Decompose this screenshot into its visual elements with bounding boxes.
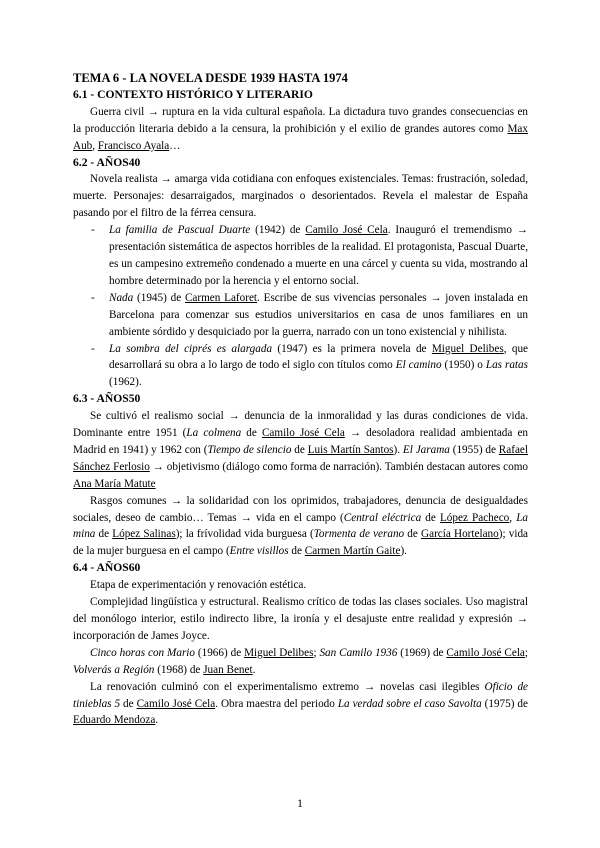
author-link: Camilo José Cela <box>446 646 525 659</box>
book-title: La mina <box>73 511 529 541</box>
paragraph-50s-realism: Se cultivó el realismo social → denuncia de la inmoralidad y las duras condiciones de vida. Dominante entre 1951 (La colmena de Camilo José Cela → desoladora realidad ambientada en Madrid en 1941) y 1962 con (Tiempo de silencio de Luis Martín Santos). El Jarama (1955) de Rafael Sánchez Ferlosio → objetivismo (diálogo como forma de narración). También destacan autores como Ana María Matute <box>73 410 529 490</box>
author-link: López Salinas <box>112 528 176 541</box>
author-link: Camilo José Cela <box>136 697 216 710</box>
book-title: Central eléctrica <box>343 511 422 524</box>
author-link: Francisco Ayala <box>97 139 170 152</box>
paragraph-60s-complexity: Complejidad lingüística y estructural. Realismo crítico de todas las clases sociales. Uso magistral del monólogo interior, estilo indirecto libre, la ironía y el desajuste entre realidad y expresión → incorporación de James Joyce. <box>73 596 528 642</box>
author-link: Camilo José Cela <box>305 224 388 237</box>
author-link: Carmen Laforet <box>184 291 258 304</box>
list-item: - La sombra del ciprés es alargada (1947) es la primera novela de Miguel Delibes, que desarrollará su obra a lo largo de todo el siglo con títulos como El camino (1950) o Las ratas (1962). <box>91 342 528 389</box>
author-link: Juan Benet <box>203 663 253 676</box>
list-item: - La familia de Pascual Duarte (1942) de Camilo José Cela. Inauguró el tremendismo → presentación sistemática de aspectos horribles de la realidad. El protagonista, Pascual Duarte, es un campesino extremeño condenado a muerte en una cárcel y cuenta su vida, mostrando al hombre determinado por la herencia y el entorno social. <box>91 224 528 287</box>
document-page <box>73 70 528 729</box>
author-link: Carmen Martín Gaite <box>304 545 401 558</box>
novel-list-40s <box>73 222 528 391</box>
book-title: Entre visillos <box>229 545 289 558</box>
paragraph-60s-works: Cinco horas con Mario (1966) de Miguel Delibes; San Camilo 1936 (1969) de Camilo José Cela; Volverás a Región (1968) de Juan Benet. <box>73 646 529 676</box>
paragraph-60s-experimentalism: La renovación culminó con el experimentalismo extremo → novelas casi ilegibles Oficio de tinieblas 5 de Camilo José Cela. Obra maestra del periodo La verdad sobre el caso Savolta (1975) de Eduardo Mendoza. <box>73 680 529 727</box>
author-link: Camilo José Cela <box>261 427 345 440</box>
paragraph-60s-intro: Etapa de experimentación y renovación estética. <box>90 579 307 592</box>
author-link: Ana María Matute <box>73 477 156 490</box>
section-heading-6-2: 6.2 - AÑOS40 <box>73 155 141 169</box>
book-title: Nada <box>109 291 134 304</box>
book-title: San Camilo 1936 <box>319 646 398 659</box>
author-link: Max Aub <box>73 122 528 152</box>
book-title: La familia de Pascual Duarte <box>109 224 251 237</box>
book-title: La colmena <box>186 427 242 440</box>
book-title: Tiempo de silencio <box>207 443 292 456</box>
author-link: Rafael Sánchez Ferlosio <box>73 443 528 473</box>
book-title: Tormenta de verano <box>313 528 405 541</box>
author-link: Miguel Delibes <box>431 342 504 355</box>
author-link: López Pacheco <box>439 511 510 524</box>
author-link: Luis Martín Santos <box>307 443 394 456</box>
book-title: La verdad sobre el caso Savolta <box>337 697 482 710</box>
paragraph-50s-traits: Rasgos comunes → la solidaridad con los oprimidos, trabajadores, denuncia de desigualdades sociales, deseo de cambio… Temas → vida en el campo (Central eléctrica de López Pacheco, La mina de López Salinas); la frívolidad vida burguesa (Tormenta de verano de García Hortelano); vida de la mujer burguesa en el campo (Entre visillos de Carmen Martín Gaite). <box>73 494 529 558</box>
paragraph-40s-intro: Novela realista → amarga vida cotidiana con enfoques existenciales. Temas: frustración, soledad, muerte. Personajes: desarraigados, marginados o desorientados. Revela el malestar de España pasando por el filtro de la férrea censura. <box>73 173 528 220</box>
book-title: Cinco horas con Mario <box>90 646 195 659</box>
author-link: Eduardo Mendoza <box>73 714 156 727</box>
book-title: El Jarama <box>402 443 450 456</box>
section-heading-6-1: 6.1 - CONTEXTO HISTÓRICO Y LITERARIO <box>73 87 313 101</box>
section-heading-6-4: 6.4 - AÑOS60 <box>73 561 141 575</box>
author-link: Miguel Delibes <box>244 646 314 659</box>
section-heading-6-3: 6.3 - AÑOS50 <box>73 392 141 406</box>
list-item: - Nada (1945) de Carmen Laforet. Escribe de sus vivencias personales → joven instalada en Barcelona para comenzar sus estudios universitarios en casa de unos familiares en un ambiente sórdido y desquiciado por la guerra, narrado con un tono existencial y nihilista. <box>91 291 528 338</box>
book-title: La sombra del ciprés es alargada <box>109 342 273 355</box>
book-title: Volverás a Región <box>73 663 155 676</box>
book-title: El camino <box>395 359 442 372</box>
book-title: Oficio de tinieblas 5 <box>73 680 529 710</box>
page-number: 1 <box>297 796 303 810</box>
book-title: Las ratas <box>485 359 528 372</box>
document-title: TEMA 6 - LA NOVELA DESDE 1939 HASTA 1974 <box>73 71 348 85</box>
author-link: García Hortelano <box>421 528 499 541</box>
paragraph-context: Guerra civil → ruptura en la vida cultural española. La dictadura tuvo grandes consecuencias en la producción literaria debido a la censura, la prohibición y el exilio de grandes autores como Max Aub, Francisco Ayala… <box>73 105 528 152</box>
